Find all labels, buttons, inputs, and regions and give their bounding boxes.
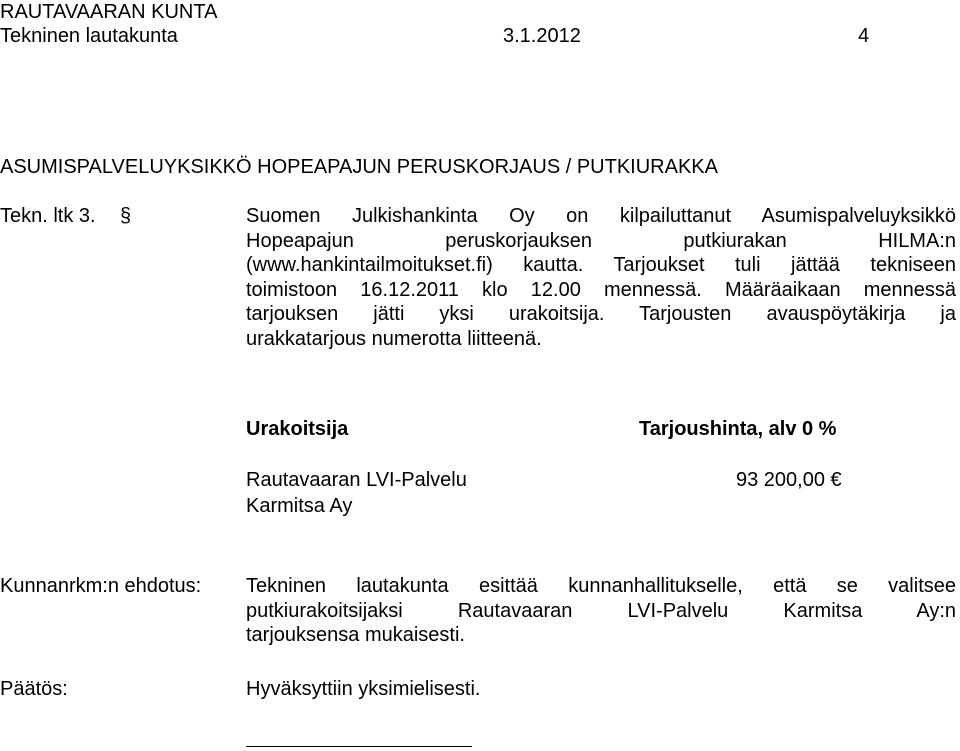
body-line: toimistoon 16.12.2011 klo 12.00 mennessä. Määräaikaan mennessä (246, 278, 956, 301)
organization-name: RAUTAVAARAN KUNTA (0, 1, 218, 23)
body-line: Suomen Julkishankinta Oy on kilpailuttanut Asumispalveluyksikkö (246, 205, 956, 227)
column-header-bid: Tarjoushinta, alv 0 % (639, 418, 837, 440)
item-body-text (246, 204, 956, 351)
committee-name: Tekninen lautakunta (0, 25, 178, 47)
proposal-line: Tekninen lautakunta esittää kunnanhallitukselle, että se valitsee (246, 575, 956, 597)
decision-label: Päätös: (0, 678, 68, 700)
signature-line (246, 746, 472, 747)
section-mark: § (120, 205, 132, 227)
item-reference: Tekn. ltk 3. (0, 205, 96, 227)
decision-text: Hyväksyttiin yksimielisesti. (246, 678, 481, 700)
proposal-label: Kunnanrkm:n ehdotus: (0, 575, 202, 597)
meeting-date: 3.1.2012 (503, 25, 581, 47)
proposal-line: tarjouksensa mukaisesti. (246, 624, 465, 646)
body-line: (www.hankintailmoitukset.fi) kautta. Tarjoukset tuli jättää tekniseen (246, 254, 956, 276)
table-cell-bid: 93 200,00 € (736, 469, 842, 491)
proposal-text (246, 574, 956, 648)
column-header-contractor: Urakoitsija (246, 418, 349, 440)
proposal-line: putkiurakoitsijaksi Rautavaaran LVI-Palvelu Karmitsa Ay:n (246, 599, 956, 622)
body-line: urakkatarjous numerotta liitteenä. (246, 327, 542, 350)
table-cell-contractor: Karmitsa Ay (246, 495, 353, 517)
document-title: ASUMISPALVELUYKSIKKÖ HOPEAPAJUN PERUSKORJAUS / PUTKIURAKKA (0, 156, 718, 178)
body-line: Hopeapajun peruskorjauksen putkiurakan HILMA:n (246, 229, 956, 252)
body-line: tarjouksen jätti yksi urakoitsija. Tarjousten avauspöytäkirja ja (246, 303, 956, 325)
page-number: 4 (858, 25, 870, 47)
table-cell-contractor: Rautavaaran LVI-Palvelu (246, 469, 467, 491)
